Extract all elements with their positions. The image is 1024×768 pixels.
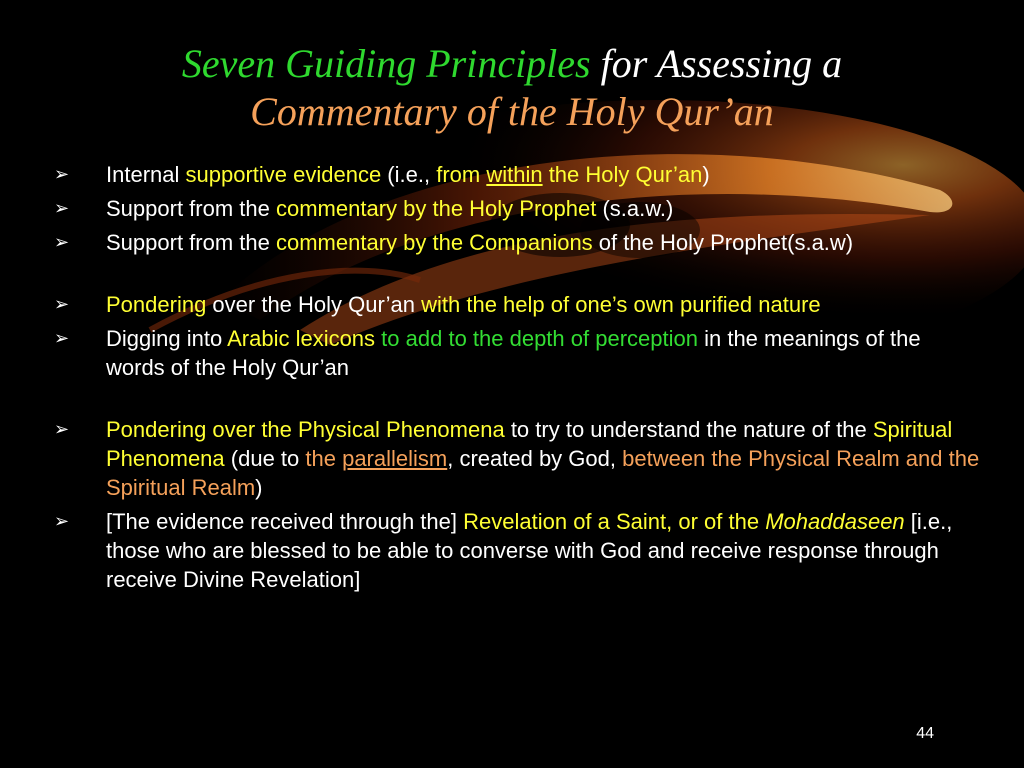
arrow-bullet-icon: ➢ (54, 198, 70, 219)
bullet-text: (i.e., (381, 162, 437, 187)
bullet-highlight: from (436, 162, 487, 187)
list-item (54, 415, 984, 502)
bullet-text: [i.e., those who are blessed to be able to converse with God and receive response through receive Divine Revelation] (106, 509, 953, 592)
bullet-highlight: Revelation of a Saint, or of the (463, 509, 760, 534)
bullet-highlight: Pondering (106, 292, 207, 317)
bullet-text: over the Holy Qur’an (206, 292, 422, 317)
bullet-text: (due to (224, 446, 306, 471)
bullet-text: ) (702, 162, 710, 187)
bullet-text: [The evidence received through the] (106, 509, 464, 534)
bullet-highlight-italic: Mohaddaseen (765, 509, 905, 534)
arrow-bullet-icon: ➢ (54, 294, 70, 315)
title-part-3: Commentary of the Holy Qur’an (250, 89, 774, 134)
list-item (54, 290, 984, 319)
list-item (54, 194, 984, 223)
bullet-highlight: commentary by the Holy Prophet (275, 196, 597, 221)
bullet-highlight: Spiritual Phenomena (106, 417, 953, 471)
bullet-highlight-green: to add to the depth of perception (381, 326, 698, 351)
arrow-bullet-icon: ➢ (54, 164, 70, 185)
bullet-highlight-underlined: within (486, 162, 543, 187)
bullet-text: in the meanings of the words of the Holy Qur’an (106, 326, 921, 380)
bullet-highlight-orange: between the Physical Realm and the Spiritual Realm (106, 446, 980, 500)
bullet-highlight: Pondering over the Physical Phenomena (106, 417, 505, 442)
slide-title (0, 40, 1024, 136)
list-item (54, 228, 984, 257)
principles-list (54, 160, 984, 599)
list-item (54, 324, 984, 382)
bullet-highlight: supportive evidence (185, 162, 382, 187)
arrow-bullet-icon: ➢ (54, 419, 70, 440)
list-item (54, 160, 984, 189)
bullet-text: to try to understand the nature of the (504, 417, 873, 442)
bullet-text: , created by God, (447, 446, 623, 471)
page-number: 44 (916, 725, 934, 742)
list-item (54, 507, 984, 594)
bullet-highlight: commentary by the Companions (275, 230, 593, 255)
title-part-1: Seven Guiding Principles (181, 41, 591, 86)
bullet-highlight: the Holy Qur’an (542, 162, 703, 187)
arrow-bullet-icon: ➢ (54, 232, 70, 253)
bullet-highlight-underlined: parallelism (342, 446, 448, 471)
title-part-2: for Assessing a (590, 41, 843, 86)
bullet-text: Support from the (106, 230, 276, 255)
bullet-highlight: with the help of one’s own purified nature (421, 292, 821, 317)
arrow-bullet-icon: ➢ (54, 511, 70, 532)
bullet-highlight: Arabic lexicons (227, 326, 376, 351)
bullet-text: (s.a.w.) (596, 196, 674, 221)
arrow-bullet-icon: ➢ (54, 328, 70, 349)
bullet-text: Digging into (106, 326, 228, 351)
bullet-text: Support from the (106, 196, 276, 221)
bullet-highlight-orange: the (305, 446, 343, 471)
bullet-text: ) (255, 475, 263, 500)
bullet-text: Internal (106, 162, 186, 187)
bullet-text: of the Holy Prophet(s.a.w) (592, 230, 854, 255)
